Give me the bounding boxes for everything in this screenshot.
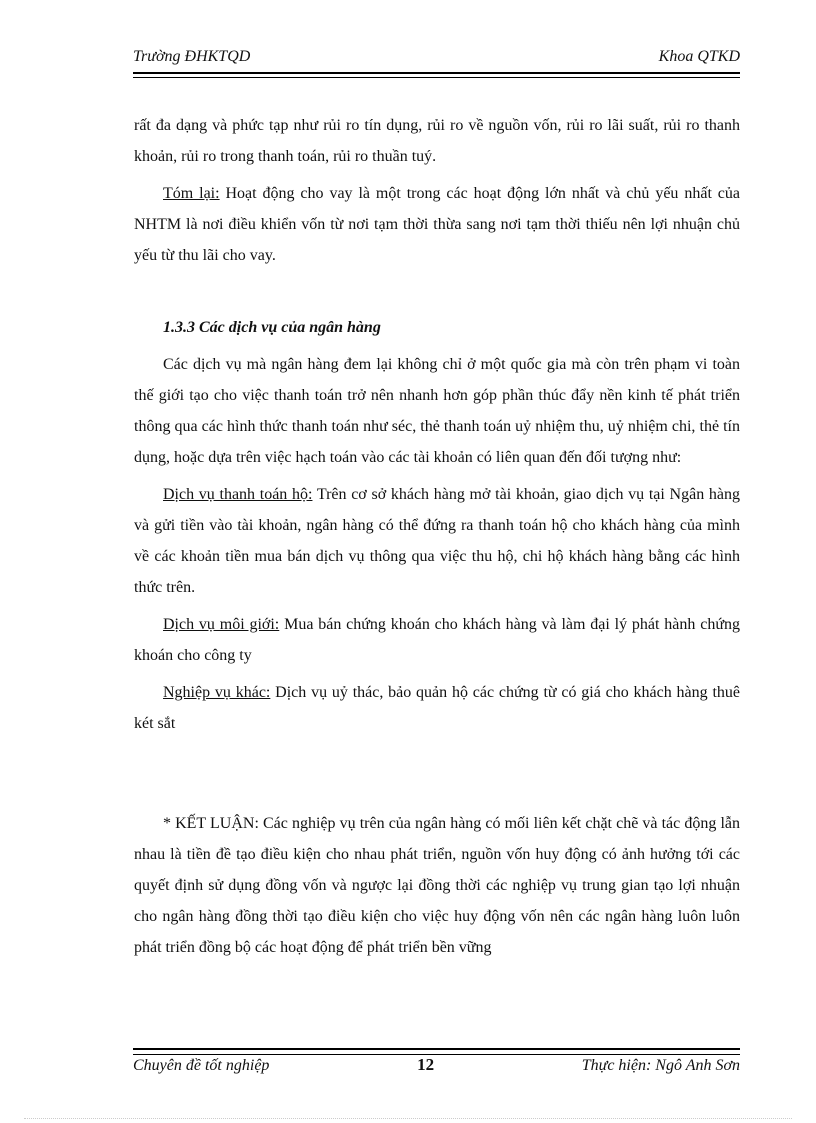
summary-text: Hoạt động cho vay là một trong các hoạt động lớn nhất và chủ yếu nhất của NHTM là nơi điều khiển vốn từ nơi tạm thời thừa sang nơi tạm thời thiếu nên lợi nhuận chủ yếu từ thu lãi cho vay. — [134, 185, 741, 264]
body-block-1 — [134, 110, 740, 277]
paragraph-risks: rất đa dạng và phức tạp như rủi ro tín dụng, rủi ro về nguồn vốn, rủi ro lãi suất, rủi ro thanh khoản, rủi ro trong thanh toán, rủi ro thuần tuý. — [134, 117, 740, 165]
brokerage-label: Dịch vụ môi giới: — [163, 616, 280, 633]
brokerage-text: Mua bán chứng khoán cho khách hàng và làm đại lý phát hành chứng khoán cho công ty — [134, 616, 741, 664]
paragraph-summary — [134, 178, 740, 271]
body-block-3 — [134, 808, 740, 969]
footer-author: Thực hiện: Ngô Anh Sơn — [581, 1057, 740, 1074]
page-edge-divider — [24, 1118, 792, 1119]
paragraph-other-services — [134, 677, 740, 739]
paragraph-services: Các dịch vụ mà ngân hàng đem lại không chỉ ở một quốc gia mà còn trên phạm vi toàn thế giới tạo cho việc thanh toán trở nên nhanh hơn góp phần thúc đẩy nền kinh tế phát triển thông qua các hình thức thanh toán như séc, thẻ thanh toán uỷ nhiệm thu, uỷ nhiệm chi, thẻ tín dụng, hoặc dựa trên việc hạch toán vào các tài khoản có liên quan đến đối tượng như: — [134, 356, 740, 466]
paragraph-conclusion: * KẾT LUẬN: Các nghiệp vụ trên của ngân hàng có mối liên kết chặt chẽ và tác động lẫn nhau là tiền đề tạo điều kiện cho nhau phát triển, nguồn vốn huy động có ảnh hưởng tới các quyết định sử dụng đồng vốn và ngược lại đồng thời các nghiệp vụ trung gian tạo lợi nhuận cho ngân hàng đồng thời tạo điều kiện cho việc huy động vốn nên các ngân hàng luôn luôn phát triển đồng bộ các hoạt động để phát triển bền vững — [134, 815, 740, 956]
summary-label: Tóm lại: — [163, 185, 220, 202]
paragraph-payment-service — [134, 479, 740, 603]
footer-document-type: Chuyên đề tốt nghiệp — [133, 1057, 270, 1074]
page-number: 12 — [417, 1055, 435, 1074]
paragraph-brokerage — [134, 609, 740, 671]
footer-rule — [133, 1048, 740, 1055]
payment-service-label: Dịch vụ thanh toán hộ: — [163, 486, 313, 503]
page-footer — [133, 1055, 740, 1075]
header-faculty: Khoa QTKD — [658, 48, 740, 65]
other-services-label: Nghiệp vụ khác: — [163, 684, 271, 701]
header-school: Trường ĐHKTQD — [133, 48, 251, 65]
section-heading: 1.3.3 Các dịch vụ của ngân hàng — [163, 319, 381, 336]
body-block-2 — [134, 312, 740, 745]
other-services-text: Dịch vụ uỷ thác, bảo quản hộ các chứng từ có giá cho khách hàng thuê két sắt — [134, 684, 741, 732]
header-rule — [133, 72, 740, 78]
payment-service-text: Trên cơ sở khách hàng mở tài khoản, giao dịch vụ tại Ngân hàng và gửi tiền vào tài khoản, ngân hàng có thể đứng ra thanh toán hộ cho khách hàng của mình về các khoản tiền mua bán dịch vụ thông qua việc thu hộ, chi hộ khách hàng bằng các hình thức trên. — [134, 486, 741, 596]
page-header — [133, 48, 740, 66]
